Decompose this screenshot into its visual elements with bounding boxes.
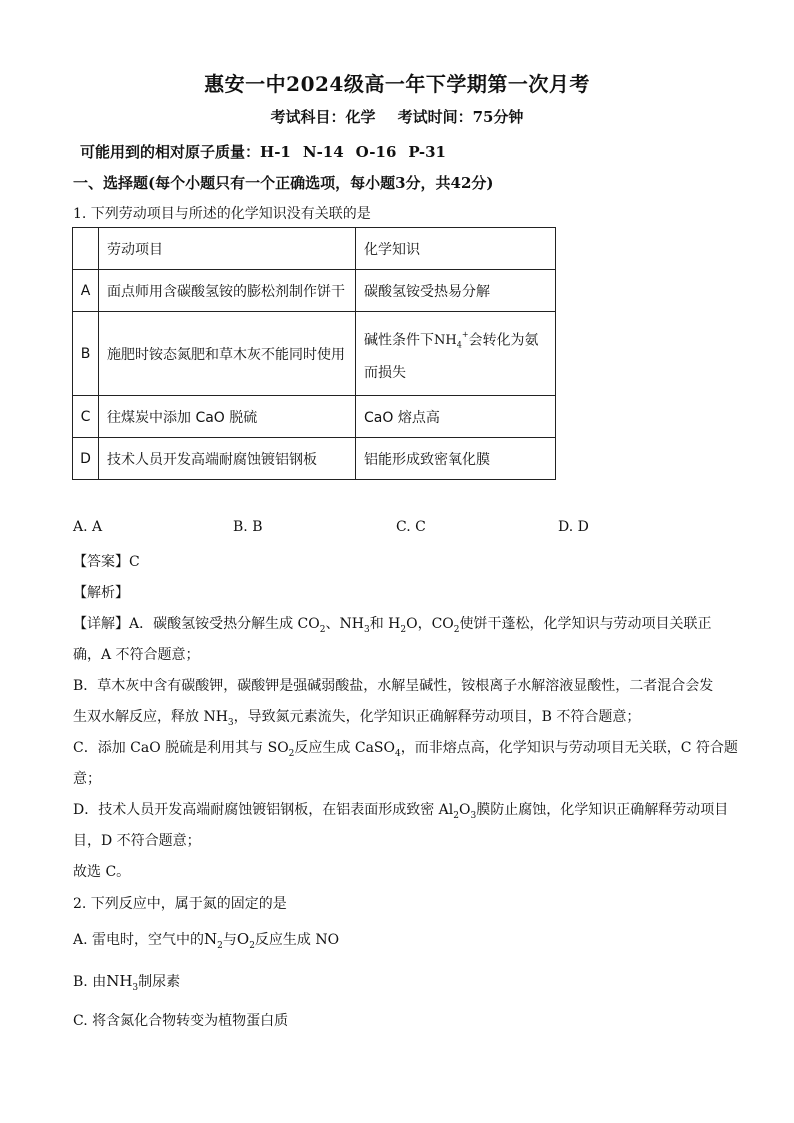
option-text: B. 由: [73, 974, 107, 990]
n2-formula: $N_2$: [204, 930, 223, 951]
option-text: 与: [222, 932, 237, 948]
nh3-formula: $NH_3$: [106, 972, 139, 993]
detail-b-line1: B．草木灰中含有碳酸钾，碳酸钾是强碱弱酸盐，水解呈碱性，铵根离子水解溶液显酸性，二者混合会发: [73, 678, 714, 694]
table-header-row: [73, 228, 556, 270]
analysis-label: 【解析】: [73, 585, 129, 601]
detail-text: 使饼干蓬松，化学知识与劳动项目关联正: [459, 616, 712, 632]
atomic-masses-line: [80, 141, 458, 162]
question-2-option-a: [73, 929, 339, 951]
exam-title: 惠安一中2024级高一年下学期第一次月考: [204, 72, 590, 96]
subject-label: 考试科目：化学: [270, 108, 376, 126]
option-text: 反应生成 NO: [254, 932, 340, 948]
detail-text: 和 H: [369, 616, 401, 632]
option-text: 制尿素: [138, 974, 181, 990]
detail-text: 【详解】A．碳酸氢铵受热分解生成 CO: [73, 616, 320, 632]
row-key: A: [73, 270, 99, 312]
detail-d-line1: D．技术人员开发高端耐腐蚀镀铝钢板，在铝表面形成致密 $Al_2O_3$膜防止腐蚀，化学知识正确解释劳动项目: [73, 802, 729, 821]
row-key: C: [73, 396, 99, 438]
row-knowledge: 碳酸氢铵受热易分解: [356, 270, 556, 312]
table-header-cell: [73, 228, 99, 270]
detail-text: ，导致氮元素流失，化学知识正确解释劳动项目，B 不符合题意；: [233, 709, 641, 725]
table-row: [73, 270, 556, 312]
table-row: [73, 396, 556, 438]
exam-subtitle: [0, 106, 794, 127]
atomic-mass-item: H-1: [260, 143, 291, 161]
row-project: 技术人员开发高端耐腐蚀镀铝钢板: [99, 438, 356, 480]
detail-text: ，而非熔点高，化学知识与劳动项目无关联，C 符合题: [400, 740, 738, 756]
detail-text: 膜防止腐蚀，化学知识正确解释劳动项目: [476, 802, 729, 818]
atomic-masses-label: 可能用到的相对原子质量：: [80, 143, 261, 161]
conclusion: 故选 C。: [73, 864, 131, 880]
row-project: 面点师用含碳酸氢铵的膨松剂制作饼干: [99, 270, 356, 312]
o2-formula: $O_2$: [236, 930, 255, 951]
question-1-stem: 1. 下列劳动项目与所述的化学知识没有关联的是: [73, 206, 371, 222]
option-text: A. 雷电时，空气中的: [73, 932, 205, 948]
question-2-stem: 2. 下列反应中，属于氮的固定的是: [73, 896, 287, 912]
detail-text: 反应生成 CaSO: [294, 740, 395, 756]
question-1-table: [72, 227, 556, 480]
detail-text: D．技术人员开发高端耐腐蚀镀铝钢板，在铝表面形成致密 Al: [73, 802, 454, 818]
section-title: 一、选择题(每个小题只有一个正确选项，每小题3分，共42分): [73, 174, 494, 192]
question-2-option-c: C. 将含氮化合物转变为植物蛋白质: [73, 1013, 289, 1029]
detail-c-line1: C．添加 CaO 脱硫是利用其与 $SO_2$反应生成 CaSO$_4$，而非熔点高，化学知识与劳动项目无关联，C 符合题: [73, 740, 738, 759]
detail-a-line2: 确，A 不符合题意；: [73, 647, 200, 663]
row-key: D: [73, 438, 99, 480]
option-a: A. A: [73, 519, 103, 535]
detail-text: 生双水解反应，释放 NH: [73, 709, 228, 725]
detail-text: O: [459, 802, 471, 818]
atomic-mass-item: N-14: [302, 143, 344, 161]
option-d: D. D: [558, 519, 589, 535]
time-label: 考试时间：75分钟: [397, 108, 524, 126]
table-header-cell: 劳动项目: [99, 228, 356, 270]
detail-b-line2: 生双水解反应，释放 $NH_3$，导致氮元素流失，化学知识正确解释劳动项目，B 不符合题意；: [73, 709, 641, 728]
row-knowledge: [356, 312, 556, 396]
option-b: B. B: [233, 519, 263, 535]
row-knowledge: 铝能形成致密氧化膜: [356, 438, 556, 480]
answer: 【答案】C: [73, 554, 140, 570]
ammonium-formula: $NH_4^+$: [434, 330, 469, 350]
row-knowledge: CaO 熔点高: [356, 396, 556, 438]
question-2-option-b: [73, 971, 180, 993]
row-key: B: [73, 312, 99, 396]
table-row: [73, 312, 556, 396]
table-row: [73, 438, 556, 480]
row-project: 施肥时铵态氮肥和草木灰不能同时使用: [99, 312, 356, 396]
knowledge-text: 而损失: [364, 364, 406, 381]
option-c: C. C: [396, 519, 426, 535]
atomic-mass-item: O-16: [355, 143, 397, 161]
detail-text: O，CO: [406, 616, 454, 632]
knowledge-text: 会转化为氨: [468, 332, 539, 349]
detail-text: 、NH: [325, 616, 364, 632]
atomic-mass-item: P-31: [408, 143, 446, 161]
knowledge-text: 碱性条件下: [364, 332, 434, 349]
row-project: 往煤炭中添加 CaO 脱硫: [99, 396, 356, 438]
detail-d-line2: 目，D 不符合题意；: [73, 833, 201, 849]
detail-text: C．添加 CaO 脱硫是利用其与 SO: [73, 740, 289, 756]
detail-a-line1: 【详解】A．碳酸氢铵受热分解生成 $CO_2$、$NH_3$和 $H_2O$，$CO_2$使饼干蓬松，化学知识与劳动项目关联正: [73, 616, 712, 635]
table-header-cell: 化学知识: [356, 228, 556, 270]
detail-c-line2: 意；: [73, 771, 101, 787]
